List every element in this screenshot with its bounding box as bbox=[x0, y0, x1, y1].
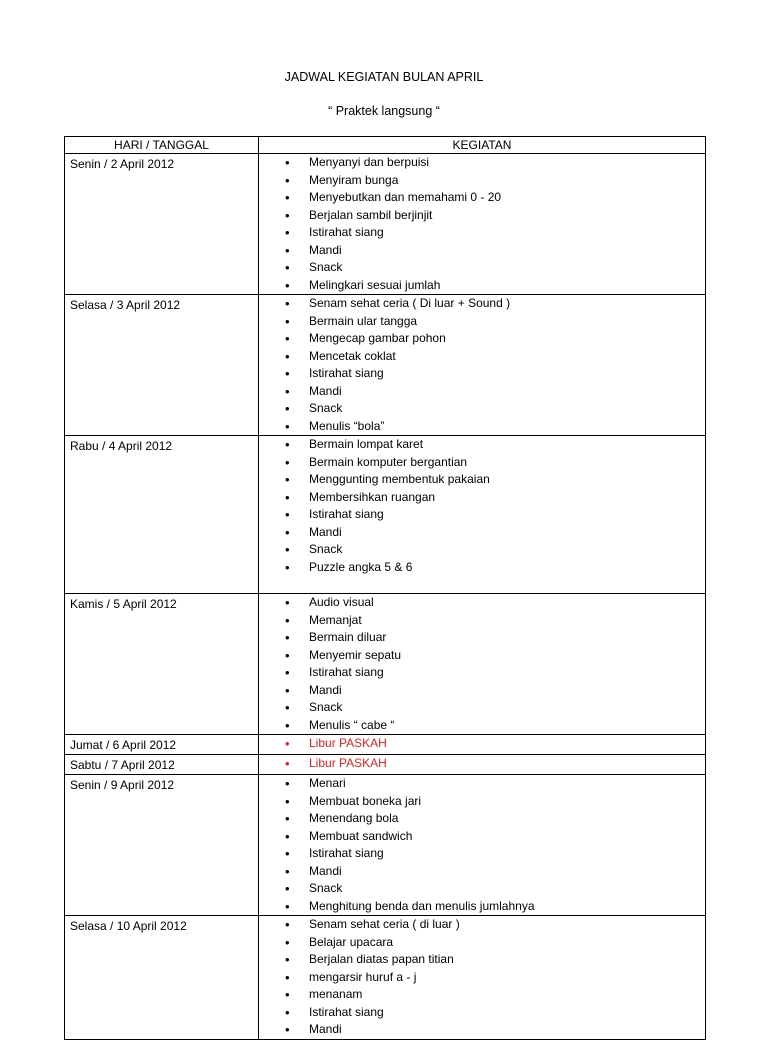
activity-item: • Bermain ular tangga bbox=[285, 313, 705, 331]
activity-item: • mengarsir huruf a - j bbox=[285, 969, 705, 987]
activity-item: • Menyiram bunga bbox=[285, 172, 705, 190]
activities-cell bbox=[259, 775, 706, 916]
activity-list bbox=[259, 295, 705, 435]
day-cell: Senin / 2 April 2012 bbox=[65, 154, 259, 295]
table-row bbox=[65, 755, 706, 775]
day-cell: Sabtu / 7 April 2012 bbox=[65, 755, 259, 775]
table-row bbox=[65, 916, 706, 1040]
activities-cell bbox=[259, 735, 706, 755]
holiday-item: • Libur PASKAH bbox=[285, 735, 705, 753]
activities-cell bbox=[259, 916, 706, 1040]
activity-item: • Melingkari sesuai jumlah bbox=[285, 277, 705, 295]
activity-item: • Snack bbox=[285, 699, 705, 717]
activity-item: • Bermain diluar bbox=[285, 629, 705, 647]
header-activities: KEGIATAN bbox=[259, 137, 706, 154]
activity-item: • Istirahat siang bbox=[285, 365, 705, 383]
activity-item: • Bermain lompat karet bbox=[285, 436, 705, 454]
activity-item: • Istirahat siang bbox=[285, 664, 705, 682]
activities-cell bbox=[259, 154, 706, 295]
activities-cell bbox=[259, 295, 706, 436]
activity-item: • Berjalan diatas papan titian bbox=[285, 951, 705, 969]
activity-list bbox=[259, 436, 705, 576]
table-row bbox=[65, 295, 706, 436]
activity-item: • Snack bbox=[285, 259, 705, 277]
activity-item: • Menyemir sepatu bbox=[285, 647, 705, 665]
document-subtitle: “ Praktek langsung “ bbox=[328, 104, 440, 118]
activity-item: • Istirahat siang bbox=[285, 224, 705, 242]
activity-item: • Menendang bola bbox=[285, 810, 705, 828]
activity-item: • Menari bbox=[285, 775, 705, 793]
activity-item: • Istirahat siang bbox=[285, 845, 705, 863]
activity-list bbox=[259, 916, 705, 1039]
activity-item: • Mandi bbox=[285, 1021, 705, 1039]
day-cell: Rabu / 4 April 2012 bbox=[65, 436, 259, 594]
activity-item: • menanam bbox=[285, 986, 705, 1004]
activities-cell bbox=[259, 594, 706, 735]
activity-item: • Snack bbox=[285, 880, 705, 898]
header-day: HARI / TANGGAL bbox=[65, 137, 259, 154]
activity-item: • Audio visual bbox=[285, 594, 705, 612]
holiday-item: • Libur PASKAH bbox=[285, 755, 705, 773]
table-row bbox=[65, 154, 706, 295]
table-row bbox=[65, 775, 706, 916]
activity-item: • Bermain komputer bergantian bbox=[285, 454, 705, 472]
activity-item: • Membersihkan ruangan bbox=[285, 489, 705, 507]
activity-item: • Puzzle angka 5 & 6 bbox=[285, 559, 705, 577]
activity-list bbox=[259, 775, 705, 915]
activity-item: • Menyanyi dan berpuisi bbox=[285, 154, 705, 172]
activity-item: • Mandi bbox=[285, 383, 705, 401]
table-header-row bbox=[65, 137, 706, 154]
activity-item: • Mandi bbox=[285, 682, 705, 700]
activities-cell bbox=[259, 755, 706, 775]
activity-item: • Mandi bbox=[285, 242, 705, 260]
day-cell: Selasa / 10 April 2012 bbox=[65, 916, 259, 1040]
day-cell: Selasa / 3 April 2012 bbox=[65, 295, 259, 436]
activity-item: • Belajar upacara bbox=[285, 934, 705, 952]
activity-list bbox=[259, 154, 705, 294]
activity-list bbox=[259, 735, 705, 753]
schedule-table bbox=[64, 136, 706, 1040]
activity-item: • Mandi bbox=[285, 863, 705, 881]
day-cell: Senin / 9 April 2012 bbox=[65, 775, 259, 916]
activity-item: • Menulis “ cabe “ bbox=[285, 717, 705, 735]
day-cell: Jumat / 6 April 2012 bbox=[65, 735, 259, 755]
table-row bbox=[65, 594, 706, 735]
activity-item: • Mandi bbox=[285, 524, 705, 542]
activity-list bbox=[259, 594, 705, 734]
activity-item: • Istirahat siang bbox=[285, 506, 705, 524]
activity-item: • Menulis “bola” bbox=[285, 418, 705, 436]
activity-item: • Memanjat bbox=[285, 612, 705, 630]
activity-item: • Mencetak coklat bbox=[285, 348, 705, 366]
table-row bbox=[65, 436, 706, 594]
activity-item: • Senam sehat ceria ( Di luar + Sound ) bbox=[285, 295, 705, 313]
table-row bbox=[65, 735, 706, 755]
schedule-body bbox=[65, 154, 706, 1040]
day-cell: Kamis / 5 April 2012 bbox=[65, 594, 259, 735]
activity-item: • Menyebutkan dan memahami 0 - 20 bbox=[285, 189, 705, 207]
activity-list bbox=[259, 755, 705, 773]
activity-item: • Menggunting membentuk pakaian bbox=[285, 471, 705, 489]
document-title: JADWAL KEGIATAN BULAN APRIL bbox=[284, 70, 484, 84]
activity-item: • Istirahat siang bbox=[285, 1004, 705, 1022]
activity-item: • Membuat boneka jari bbox=[285, 793, 705, 811]
activities-cell bbox=[259, 436, 706, 594]
activity-item: • Membuat sandwich bbox=[285, 828, 705, 846]
activity-item: • Snack bbox=[285, 541, 705, 559]
activity-item: • Berjalan sambil berjinjit bbox=[285, 207, 705, 225]
activity-item: • Mengecap gambar pohon bbox=[285, 330, 705, 348]
activity-item: • Snack bbox=[285, 400, 705, 418]
activity-item: • Senam sehat ceria ( di luar ) bbox=[285, 916, 705, 934]
activity-item: • Menghitung benda dan menulis jumlahnya bbox=[285, 898, 705, 916]
